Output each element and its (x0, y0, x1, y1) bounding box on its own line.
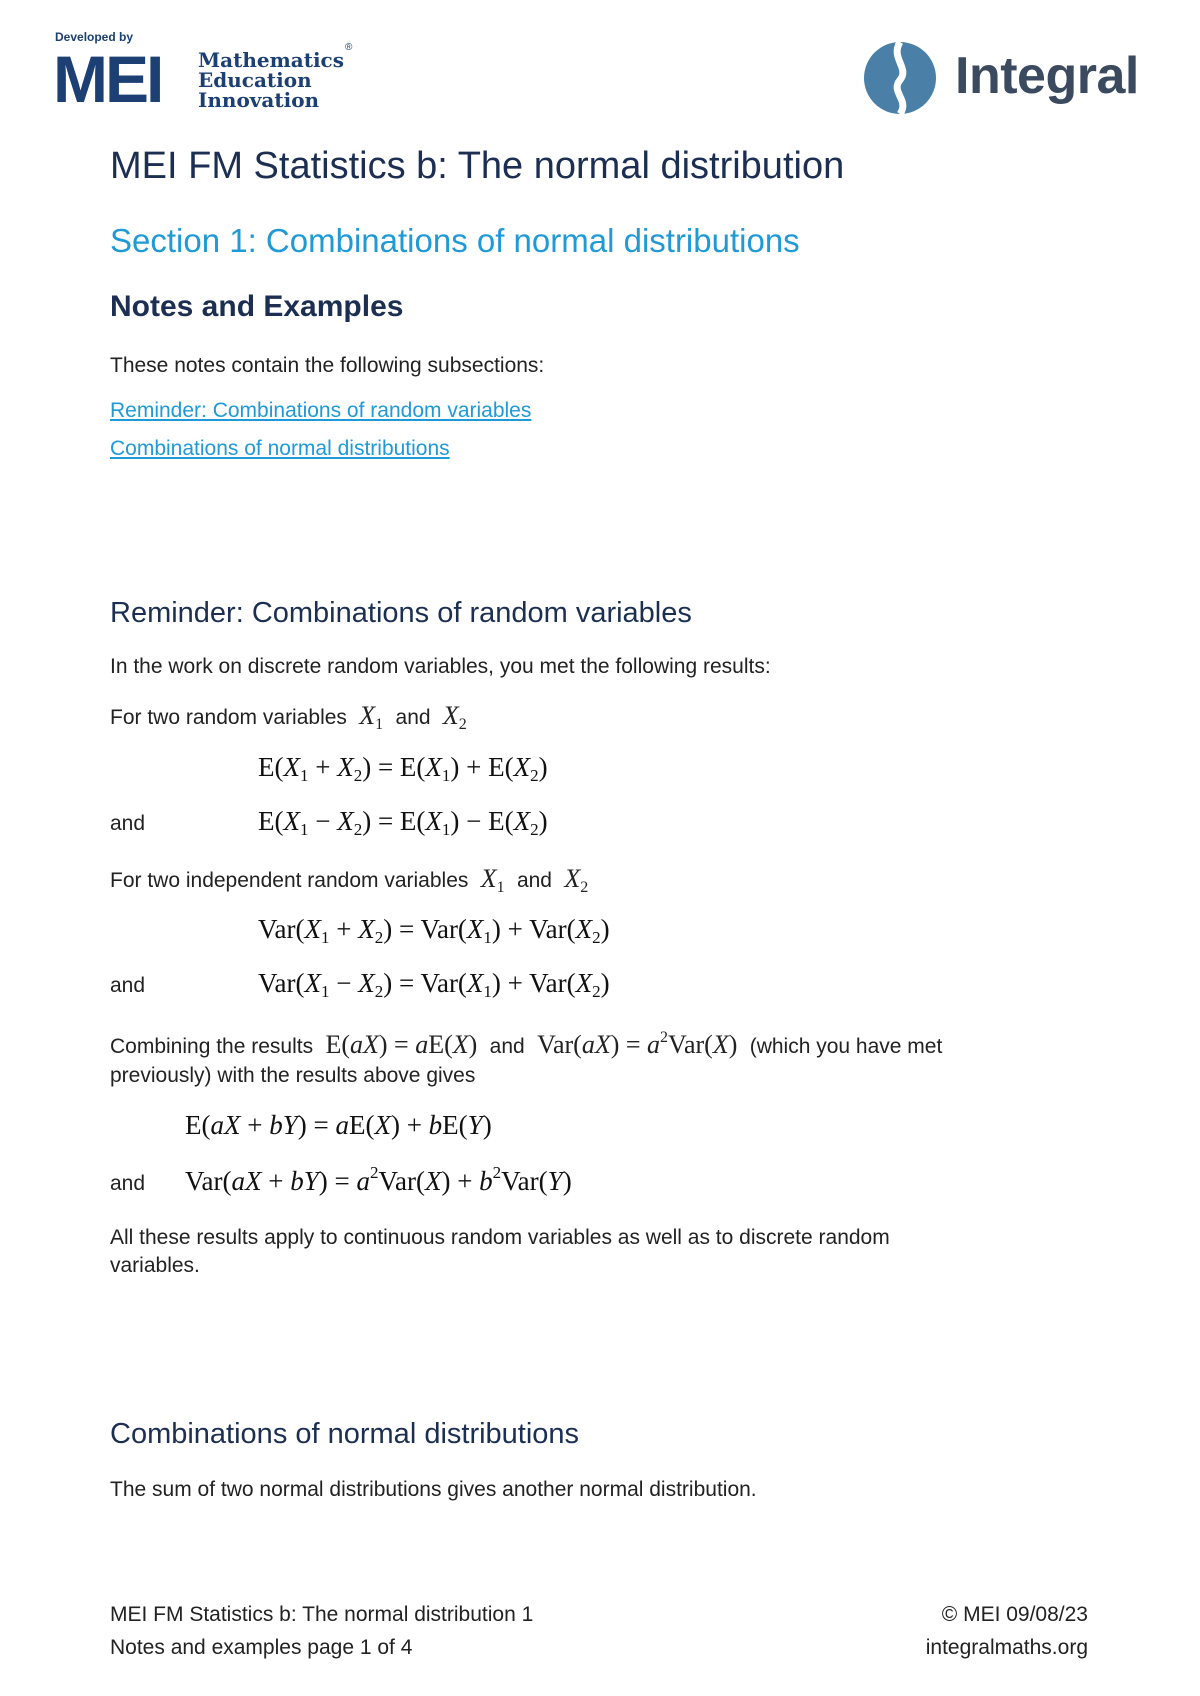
page-title: MEI FM Statistics b: The normal distribution (110, 145, 845, 187)
equation-variance-linear: $Var(aX + bY) = a^2Var(X) + b^2Var(Y)$ (185, 1163, 572, 1196)
equation-variance-difference: $Var(X_1 - X_2) = Var(X_1) + Var(X_2)$ (258, 968, 610, 1001)
and-label-2: and (110, 974, 146, 997)
equation-expectation-sum: $E(X_1 + X_2) = E(X_1) + E(X_2)$ (258, 752, 548, 785)
and-label-3: and (110, 1172, 146, 1195)
footer-website: integralmaths.org (925, 1636, 1088, 1659)
reminder-p4: Combining the results E(aX) = aE(X) and $Var(aX) = a^2Var(X)$ (which you have met (110, 1029, 943, 1059)
mei-letters: MEI (53, 42, 162, 116)
footer-copyright: © MEI 09/08/23 (941, 1603, 1088, 1626)
footer-left-line1: MEI FM Statistics b: The normal distribution 1 (110, 1603, 534, 1626)
and-label-1: and (110, 812, 146, 835)
reminder-heading: Reminder: Combinations of random variables (110, 597, 692, 629)
integral-logo-mark-icon (860, 38, 940, 118)
reminder-p5-line1: All these results apply to continuous random variables as well as to discrete random (110, 1226, 890, 1249)
registered-mark: ® (345, 42, 353, 53)
notes-heading: Notes and Examples (110, 290, 404, 323)
integral-logo (860, 38, 1160, 118)
reminder-p4-line2: previously) with the results above gives (110, 1064, 476, 1087)
link-combinations[interactable]: Combinations of normal distributions (110, 437, 450, 460)
equation-expectation-linear: E(aX + bY) = aE(X) + bE(Y) (185, 1110, 492, 1140)
reminder-p2: For two random variables $X_1$ and $X_2$ (110, 701, 467, 733)
combinations-heading: Combinations of normal distributions (110, 1418, 580, 1450)
reminder-p5-line2: variables. (110, 1254, 200, 1277)
reminder-p1: In the work on discrete random variables, you met the following results: (110, 655, 771, 678)
mei-developed-by: Developed by (55, 30, 134, 44)
equation-variance-sum: $Var(X_1 + X_2) = Var(X_1) + Var(X_2)$ (258, 914, 610, 947)
footer-left-line2: Notes and examples page 1 of 4 (110, 1636, 413, 1659)
link-reminder[interactable]: Reminder: Combinations of random variables (110, 399, 532, 422)
integral-wordmark: Integral (955, 47, 1139, 105)
combinations-p1: The sum of two normal distributions gives another normal distribution. (110, 1478, 757, 1501)
section-title: Section 1: Combinations of normal distributions (110, 222, 800, 259)
intro-text: These notes contain the following subsections: (110, 354, 545, 377)
mei-logo (53, 30, 375, 116)
equation-expectation-difference: $E(X_1 - X_2) = E(X_1) - E(X_2)$ (258, 806, 548, 839)
mei-wordmark: Mathematics Education Innovation (198, 48, 344, 112)
reminder-p3: For two independent random variables $X_1$ and $X_2$ (110, 864, 589, 896)
